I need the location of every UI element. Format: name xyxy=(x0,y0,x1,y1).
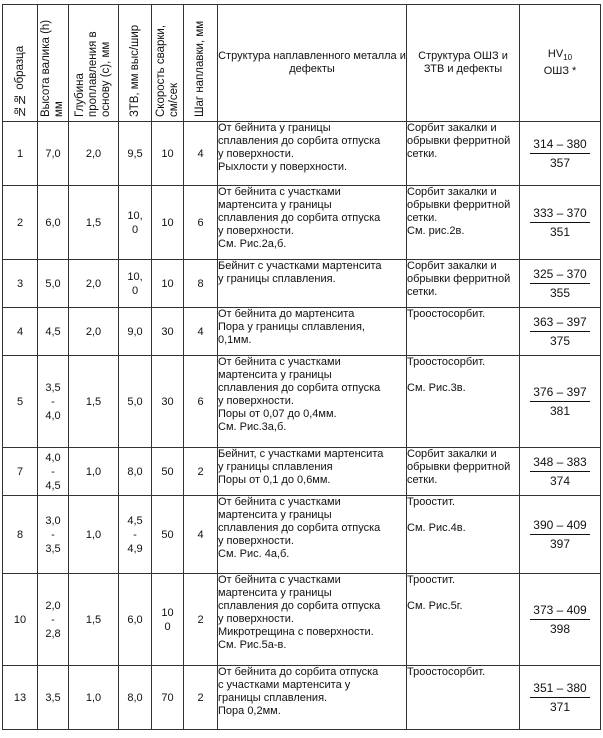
cell-hardness xyxy=(520,356,601,448)
hardness-range: 351 – 380 xyxy=(530,681,589,698)
cell-height: 4,0 - 4,5 xyxy=(38,448,69,496)
cell-hardness xyxy=(520,496,601,574)
cell-step: 6 xyxy=(184,186,218,260)
cell-depth: 2,0 xyxy=(69,308,119,356)
cell-structure-haz: Троостосорбит. См. Рис.3в. xyxy=(407,356,520,448)
cell-step: 8 xyxy=(184,260,218,308)
header-sample: №№ образца xyxy=(3,5,38,122)
table-row xyxy=(3,260,601,308)
cell-ratio: 8,0 xyxy=(119,666,152,730)
cell-ratio: 9,0 xyxy=(119,308,152,356)
cell-structure-weld: Бейнит, с участками мартенсита у границы сплавления Поры от 0,1 до 0,6мм. xyxy=(218,448,407,496)
hardness-range: 373 – 409 xyxy=(530,603,589,620)
cell-hardness xyxy=(520,448,601,496)
header-row xyxy=(3,5,601,122)
header-structure-weld: Структура наплавленного металла и дефекты xyxy=(218,5,407,122)
cell-speed: 30 xyxy=(152,308,184,356)
cell-height: 3,5 xyxy=(38,666,69,730)
hardness-mean: 351 xyxy=(549,224,570,239)
cell-hardness xyxy=(520,308,601,356)
cell-hardness xyxy=(520,574,601,666)
hardness-mean: 398 xyxy=(549,621,570,636)
cell-ratio: 8,0 xyxy=(119,448,152,496)
cell-speed: 10 xyxy=(152,186,184,260)
cell-sample: 7 xyxy=(3,448,38,496)
cell-step: 2 xyxy=(184,448,218,496)
cell-height: 7,0 xyxy=(38,122,69,186)
cell-sample: 10 xyxy=(3,574,38,666)
cell-structure-weld: От бейнита до сорбита отпуска с участками мартенсита у границы сплавления. Пора 0,2мм. xyxy=(218,666,407,730)
cell-height: 4,5 xyxy=(38,308,69,356)
hardness-mean: 357 xyxy=(549,155,570,170)
cell-height: 3,5 - 4,0 xyxy=(38,356,69,448)
cell-depth: 1,0 xyxy=(69,448,119,496)
cell-hardness xyxy=(520,122,601,186)
table-row xyxy=(3,186,601,260)
cell-step: 4 xyxy=(184,122,218,186)
cell-step: 2 xyxy=(184,666,218,730)
cell-structure-haz: Сорбит закалки и обрывки ферритной сетки. xyxy=(407,260,520,308)
cell-structure-weld: От бейнита до мартенсита Пора у границы сплавления, 0,1мм. xyxy=(218,308,407,356)
cell-depth: 2,0 xyxy=(69,122,119,186)
hardness-mean: 371 xyxy=(549,699,570,714)
cell-structure-haz: Сорбит закалки и обрывки ферритной сетки. xyxy=(407,448,520,496)
cell-ratio: 6,0 xyxy=(119,574,152,666)
hardness-range: 363 – 397 xyxy=(530,315,589,332)
header-step: Шаг наплавки, мм xyxy=(184,5,218,122)
cell-structure-haz: Троостит. См. Рис.5г. xyxy=(407,574,520,666)
cell-structure-haz: Троостит. См. Рис.4в. xyxy=(407,496,520,574)
results-table xyxy=(2,4,601,730)
cell-sample: 8 xyxy=(3,496,38,574)
cell-sample: 2 xyxy=(3,186,38,260)
cell-ratio: 4,5 - 4,9 xyxy=(119,496,152,574)
hardness-range: 348 – 383 xyxy=(530,455,589,472)
table-row xyxy=(3,448,601,496)
cell-speed: 30 xyxy=(152,356,184,448)
cell-depth: 1,0 xyxy=(69,666,119,730)
cell-ratio: 10, 0 xyxy=(119,260,152,308)
cell-speed: 10 xyxy=(152,122,184,186)
cell-structure-weld: Бейнит с участками мартенсита у границы сплавления. xyxy=(218,260,407,308)
table-row xyxy=(3,666,601,730)
cell-ratio: 10, 0 xyxy=(119,186,152,260)
hardness-mean: 381 xyxy=(549,403,570,418)
hardness-range: 333 – 370 xyxy=(530,206,589,223)
cell-step: 4 xyxy=(184,496,218,574)
cell-speed: 50 xyxy=(152,448,184,496)
cell-ratio: 5,0 xyxy=(119,356,152,448)
header-speed: Скорость сварки, см/сек xyxy=(152,5,184,122)
cell-height: 2,0 - 2,8 xyxy=(38,574,69,666)
header-height: Высота валика (h) мм xyxy=(38,5,69,122)
cell-height: 5,0 xyxy=(38,260,69,308)
table-row xyxy=(3,496,601,574)
cell-depth: 1,5 xyxy=(69,186,119,260)
cell-depth: 1,0 xyxy=(69,496,119,574)
header-ratio: ЗТВ, мм выс/шир xyxy=(119,5,152,122)
cell-speed: 10 xyxy=(152,260,184,308)
hardness-range: 314 – 380 xyxy=(530,137,589,154)
cell-depth: 1,5 xyxy=(69,356,119,448)
hardness-range: 390 – 409 xyxy=(530,518,589,535)
cell-step: 4 xyxy=(184,308,218,356)
cell-structure-haz: Сорбит закалки и обрывки ферритной сетки. xyxy=(407,122,520,186)
cell-structure-weld: От бейнита с участками мартенсита у границы сплавления до сорбита отпуска у поверхности. Поры от 0,07 до 0,4мм. См. Рис.3а,б. xyxy=(218,356,407,448)
cell-height: 6,0 xyxy=(38,186,69,260)
table-row xyxy=(3,122,601,186)
cell-structure-haz: Сорбит закалки и обрывки ферритной сетки. См. рис.2в. xyxy=(407,186,520,260)
cell-step: 2 xyxy=(184,574,218,666)
cell-structure-weld: От бейнита с участками мартенсита у границы сплавления до сорбита отпуска у поверхности. Микротрещина с поверхности. См. Рис.5а-в. xyxy=(218,574,407,666)
header-depth: Глубина проплавления в основу (c), мм xyxy=(69,5,119,122)
cell-sample: 13 xyxy=(3,666,38,730)
cell-structure-haz: Троостосорбит. xyxy=(407,666,520,730)
cell-depth: 2,0 xyxy=(69,260,119,308)
hardness-mean: 355 xyxy=(549,285,570,300)
hardness-range: 376 – 397 xyxy=(530,385,589,402)
cell-step: 6 xyxy=(184,356,218,448)
header-structure-haz: Структура ОШЗ и ЗТВ и дефекты xyxy=(407,5,520,122)
cell-ratio: 9,5 xyxy=(119,122,152,186)
table-row xyxy=(3,574,601,666)
cell-structure-haz: Троостосорбит. xyxy=(407,308,520,356)
table-row xyxy=(3,356,601,448)
cell-hardness xyxy=(520,186,601,260)
cell-depth: 1,5 xyxy=(69,574,119,666)
hardness-mean: 375 xyxy=(549,333,570,348)
cell-speed: 50 xyxy=(152,496,184,574)
cell-structure-weld: От бейнита с участками мартенсита у границы сплавления до сорбита отпуска у поверхности. См. Рис. 4а,б. xyxy=(218,496,407,574)
cell-hardness xyxy=(520,666,601,730)
header-hardness: $HV_{10}$ ОШЗ * xyxy=(520,5,601,122)
cell-sample: 1 xyxy=(3,122,38,186)
table-row xyxy=(3,308,601,356)
cell-structure-weld: От бейнита у границы сплавления до сорбита отпуска у поверхности. Рыхлости у поверхности. xyxy=(218,122,407,186)
hardness-range: 325 – 370 xyxy=(530,267,589,284)
table-body xyxy=(3,122,601,730)
cell-speed: 70 xyxy=(152,666,184,730)
hardness-mean: 397 xyxy=(549,536,570,551)
cell-sample: 5 xyxy=(3,356,38,448)
cell-structure-weld: От бейнита с участками мартенсита у границы сплавления до сорбита отпуска у поверхности. См. Рис.2а,б. xyxy=(218,186,407,260)
cell-height: 3,0 - 3,5 xyxy=(38,496,69,574)
cell-sample: 3 xyxy=(3,260,38,308)
cell-hardness xyxy=(520,260,601,308)
cell-speed: 10 0 xyxy=(152,574,184,666)
hardness-mean: 374 xyxy=(549,473,570,488)
cell-sample: 4 xyxy=(3,308,38,356)
